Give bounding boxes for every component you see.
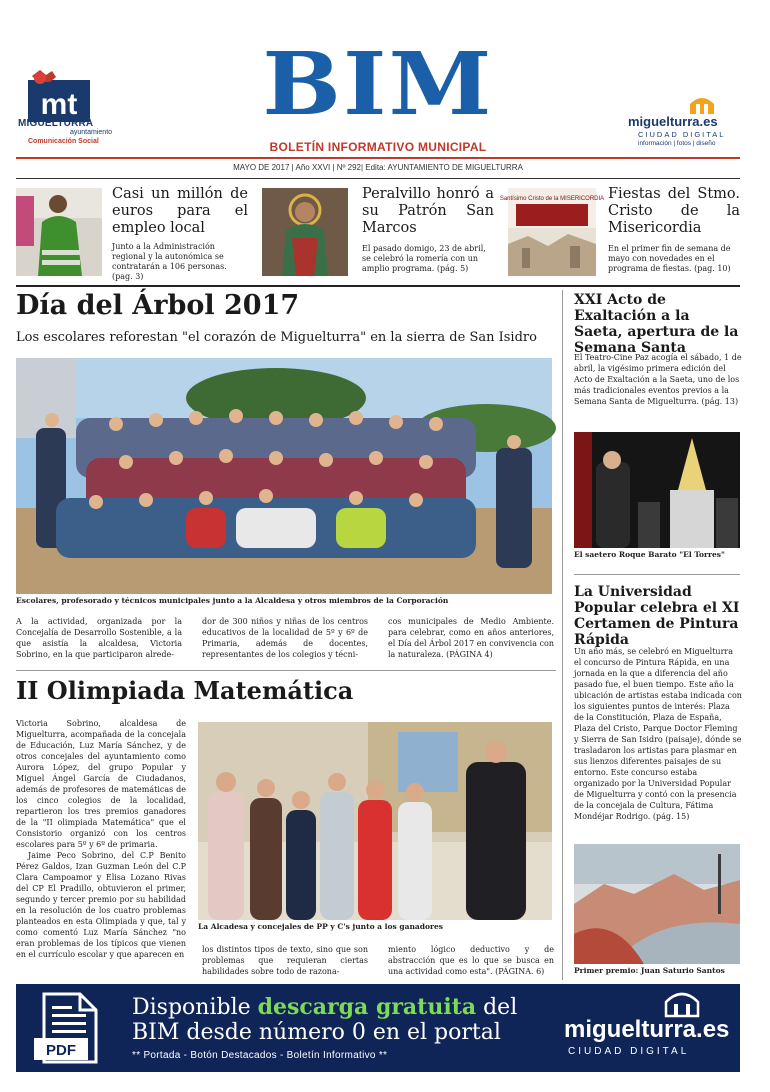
pintura-body: Un año más, se celebró en Miguelturra el concurso de Pintura Rápida, en una jornada en la que a diferencia del año pasado fue, el buen tiempo. Este año la ubicación de artistas estaba indicada con los siguientes puntos de interés: Plaza de la Constitución, Plaza de España, Plaza del Cristo, Parque Doctor Fleming y Sierra de San Isidro (paisaje), dónde se trasladaron los artistas para plasmar en sus lienzos diferentes paisajes de su entorno. Este concurso estaba organizado por la Universidad Popular de Miguelturra y contó con la presencia de la concejala de Cultura, Fátima Mondéjar Rodrigo. (pág. 15) [574,647,742,821]
ayuntamiento-mark-icon [28,70,96,122]
pdf-file-icon [34,992,104,1064]
mt-mark-text: mt [40,88,78,121]
banner-site[interactable]: miguelturra.es [564,1016,730,1043]
sidebar-rule [562,290,563,980]
olimpiada-column-1 [16,718,186,960]
poster-text: Santísimo Cristo de la MISERICORDIA [499,196,605,202]
teaser-rule [16,285,740,287]
site-tags: información | fotos | diseño [638,140,716,147]
site-name: miguelturra.es [628,114,718,129]
teaser-photo-workers [16,188,102,276]
saeta-photo [574,432,740,548]
crown-icon [688,94,716,116]
teaser-title-empleo: Casi un millón de euros para el empleo local [112,186,248,236]
olimpiada-column-3: miento lógico deductivo y de abstracción que es lo que se busca en una actividad como esta". (PÁGINA. 6) [388,945,554,976]
teaser-body-peralvillo: El pasado domigo, 23 de abril, se celebró la romería con un amplio programa. (pág. 5) [362,244,486,273]
ayuntamiento-logo [18,62,113,150]
pintura-photo [574,844,740,964]
issue-line: MAYO DE 2017 | Año XXVI | Nº 292| Edita: AYUNTAMIENTO DE MIGUELTURRA [233,163,523,172]
site-tagline: CIUDAD DIGITAL [638,130,726,139]
banner-line-2: BIM desde número 0 en el portal [132,1020,501,1045]
saeta-title: XXI Acto de Exaltación a la Saeta, apertura de la Semana Santa [574,292,739,356]
teaser-body-fiestas: En el primer fin de semana de mayo con novedades en el programa de fiestas. (pag. 10) [608,244,731,273]
saeta-body: El Teatro-Cine Paz acogía el sábado, 1 de abril, la vigésimo primera edición del Acto de Exaltación a la Saeta, uno de los más tradicionales eventos previos a la Semana Santa de Miguelturra. (pág. 13) [574,353,742,406]
lead-rule [16,670,556,671]
lead-column-1: A la actividad, organizada por la Concejalía de Desarrollo Sostenible, a la que asistía la alcaldesa, Victoria Sobrino, en la que participaron alrede- [16,617,182,659]
ayuntamiento-subtitle: ayuntamiento [70,129,113,136]
lead-photo [16,358,552,594]
pintura-caption: Primer premio: Juan Saturio Santos [574,966,725,975]
banner-line-1b: descarga gratuita [257,994,477,1020]
sidebar-divider [574,574,740,575]
olimpiada-title: II Olimpiada Matemática [16,676,354,705]
teaser-title-peralvillo: Peralvillo honró a su Patrón San Marcos [362,186,494,236]
masthead-subtitle: BOLETÍN INFORMATIVO MUNICIPAL [269,140,487,154]
teaser-poster-fiestas [499,188,605,276]
issue-rule [16,178,740,179]
olimpiada-photo-caption: La Alcadesa y concejales de PP y C's junto a los ganadores [198,922,443,931]
comunicacion-social: Comunicación Social [28,138,99,145]
saeta-caption: El saetero Roque Barato "El Torres" [574,550,725,559]
olimpiada-photo [198,722,552,920]
download-banner[interactable] [16,984,740,1072]
miguelturra-es-logo [628,92,738,152]
olimpiada-para-2: Jaime Peco Sobrino, del C.P Benito Pérez Galdos, Izan Guzman León del C.P Clara Campoamor y Elisa Lozano Rivas del CP El Pradillo, obtuvieron el primer, segundo y tercer premio por su habilidad en la resolución de los cuatro problemas planteados en esta Olimpiada y que, tal y como comentó Luz María Sánchez "no eran problemas de los típicos que vienen en el currículo escolar y que aparecen en [16,851,186,959]
teaser-body-empleo: Junto a la Administración regional y la autonómica se contratarán a 106 personas. (pag. 3) [112,242,227,281]
ayuntamiento-name: MIGUELTURRA [18,118,94,129]
teaser-photo-san-marcos [262,188,348,276]
olimpiada-para-1: Victoria Sobrino, alcaldesa de Miguelturra, acompañada de la concejala de Educación, Luz María Sánchez, y de otros concejales del ayuntamiento como Aurora López, del grupo Popular y Miguel Ángel García de Ciudadanos, además de profesores de matemáticas de los cinco colegios de la localidad, repartieron los tres premios ganadores de la "II olimpiada Matemática" que el Consistorio organizó con los centros escolares para 5º y 6º de primaria. [16,719,186,849]
pdf-label: PDF [46,1042,76,1059]
lead-title: Día del Árbol 2017 [16,290,300,321]
masthead-rule [16,157,740,159]
teaser-title-fiestas: Fiestas del Stmo. Cristo de la Misericordia [608,186,740,236]
lead-column-2: dor de 300 niños y niñas de los centros educativos de la localidad de 5º y 6º de Primaria, además de docentes, representantes de los colegios y técni- [202,617,368,659]
lead-photo-caption: Escolares, profesorado y técnicos municipales junto a la Alcaldesa y otros miembros de la Corporación [16,596,449,605]
crown-icon-banner [662,990,702,1018]
banner-line-1a: Disponible [132,995,258,1020]
masthead-title: BIM [262,34,494,135]
banner-line-1 [132,994,517,1020]
banner-line-1c: del [476,995,518,1020]
olimpiada-column-2: los distintos tipos de texto, sino que son problemas que requieran ciertas habilidades sobre todo de razona- [202,945,368,976]
banner-line-3: ** Portada - Botón Destacados - Boletín Informativo ** [132,1050,388,1061]
lead-column-3: cos municipales de Medio Ambiente. para celebrar, como en años anteriores, el Día del Árbol 2017 en convivencia con la naturaleza. (PÁGINA 4) [388,617,554,659]
lead-subtitle: Los escolares reforestan "el corazón de Miguelturra" en la sierra de San Isidro [16,330,537,345]
pintura-title: La Universidad Popular celebra el XI Certamen de Pintura Rápida [574,584,740,648]
banner-tagline: CIUDAD DIGITAL [568,1046,690,1057]
